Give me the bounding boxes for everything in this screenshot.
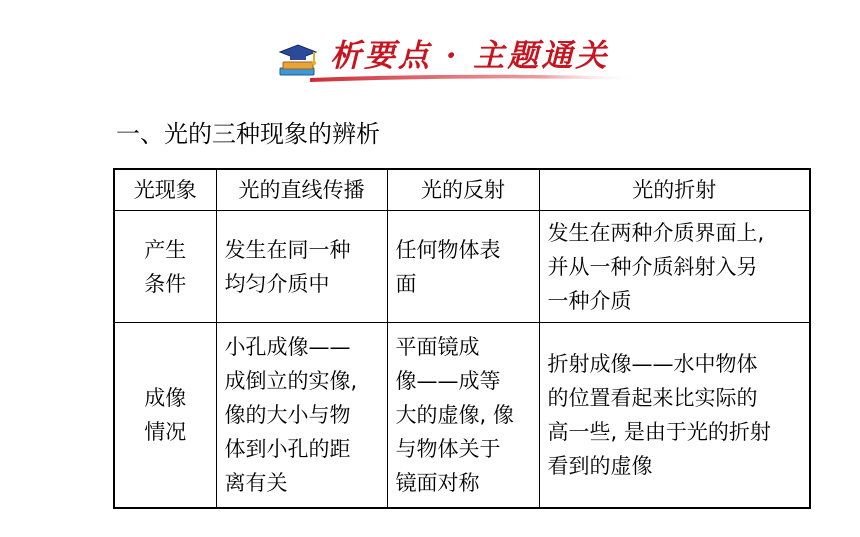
cell-line: 与物体关于 xyxy=(395,437,501,461)
table-cell xyxy=(216,211,387,323)
cell-line: 体到小孔的距 xyxy=(224,437,351,461)
cell-line: 成倒立的实像, xyxy=(224,369,358,393)
cell-line: 看到的虚像 xyxy=(547,454,653,478)
cell-line: 平面镜成 xyxy=(395,335,480,359)
table-cell xyxy=(387,323,539,509)
banner-title: 析要点 · 主题通关 xyxy=(330,38,610,74)
cell-line: 情况 xyxy=(144,420,187,444)
banner-underline xyxy=(310,72,640,82)
row-label xyxy=(114,211,216,323)
cell-line: 像的大小与物 xyxy=(224,403,351,427)
column-header: 光的反射 xyxy=(387,169,539,211)
cell-line: 像——成等 xyxy=(395,369,501,393)
cell-line: 镜面对称 xyxy=(395,471,480,495)
cell-line: 的位置看起来比实际的 xyxy=(547,386,758,410)
cell-line: 发生在同一种 xyxy=(224,237,351,262)
section-heading: 一、光的三种现象的辨析 xyxy=(116,120,380,148)
column-header: 光的直线传播 xyxy=(216,169,387,211)
cell-line: 任何物体表 xyxy=(395,237,501,262)
row-label xyxy=(114,323,216,509)
table-row xyxy=(114,211,810,323)
column-header: 光现象 xyxy=(114,169,216,211)
cell-line: 条件 xyxy=(144,271,187,296)
cell-line: 成像 xyxy=(144,386,187,410)
table-cell xyxy=(539,323,810,509)
cell-line: 小孔成像—— xyxy=(224,335,351,359)
cell-line: 大的虚像, 像 xyxy=(395,403,514,427)
cell-line: 发生在两种介质界面上, xyxy=(547,220,765,245)
table-row xyxy=(114,323,810,509)
cell-line: 折射成像——水中物体 xyxy=(547,352,758,376)
cell-line: 均匀介质中 xyxy=(224,271,330,296)
cell-line: 产生 xyxy=(144,237,187,262)
cell-line: 一种介质 xyxy=(547,288,632,313)
table-cell xyxy=(387,211,539,323)
cell-line: 并从一种介质斜射入另 xyxy=(547,254,758,279)
cell-line: 离有关 xyxy=(224,471,288,495)
comparison-table xyxy=(113,168,811,509)
section-banner xyxy=(270,28,640,84)
column-header: 光的折射 xyxy=(539,169,810,211)
table-cell xyxy=(539,211,810,323)
cell-line: 面 xyxy=(395,271,417,296)
table-cell xyxy=(216,323,387,509)
cell-line: 高一些, 是由于光的折射 xyxy=(547,420,771,444)
table-header-row xyxy=(114,169,810,211)
